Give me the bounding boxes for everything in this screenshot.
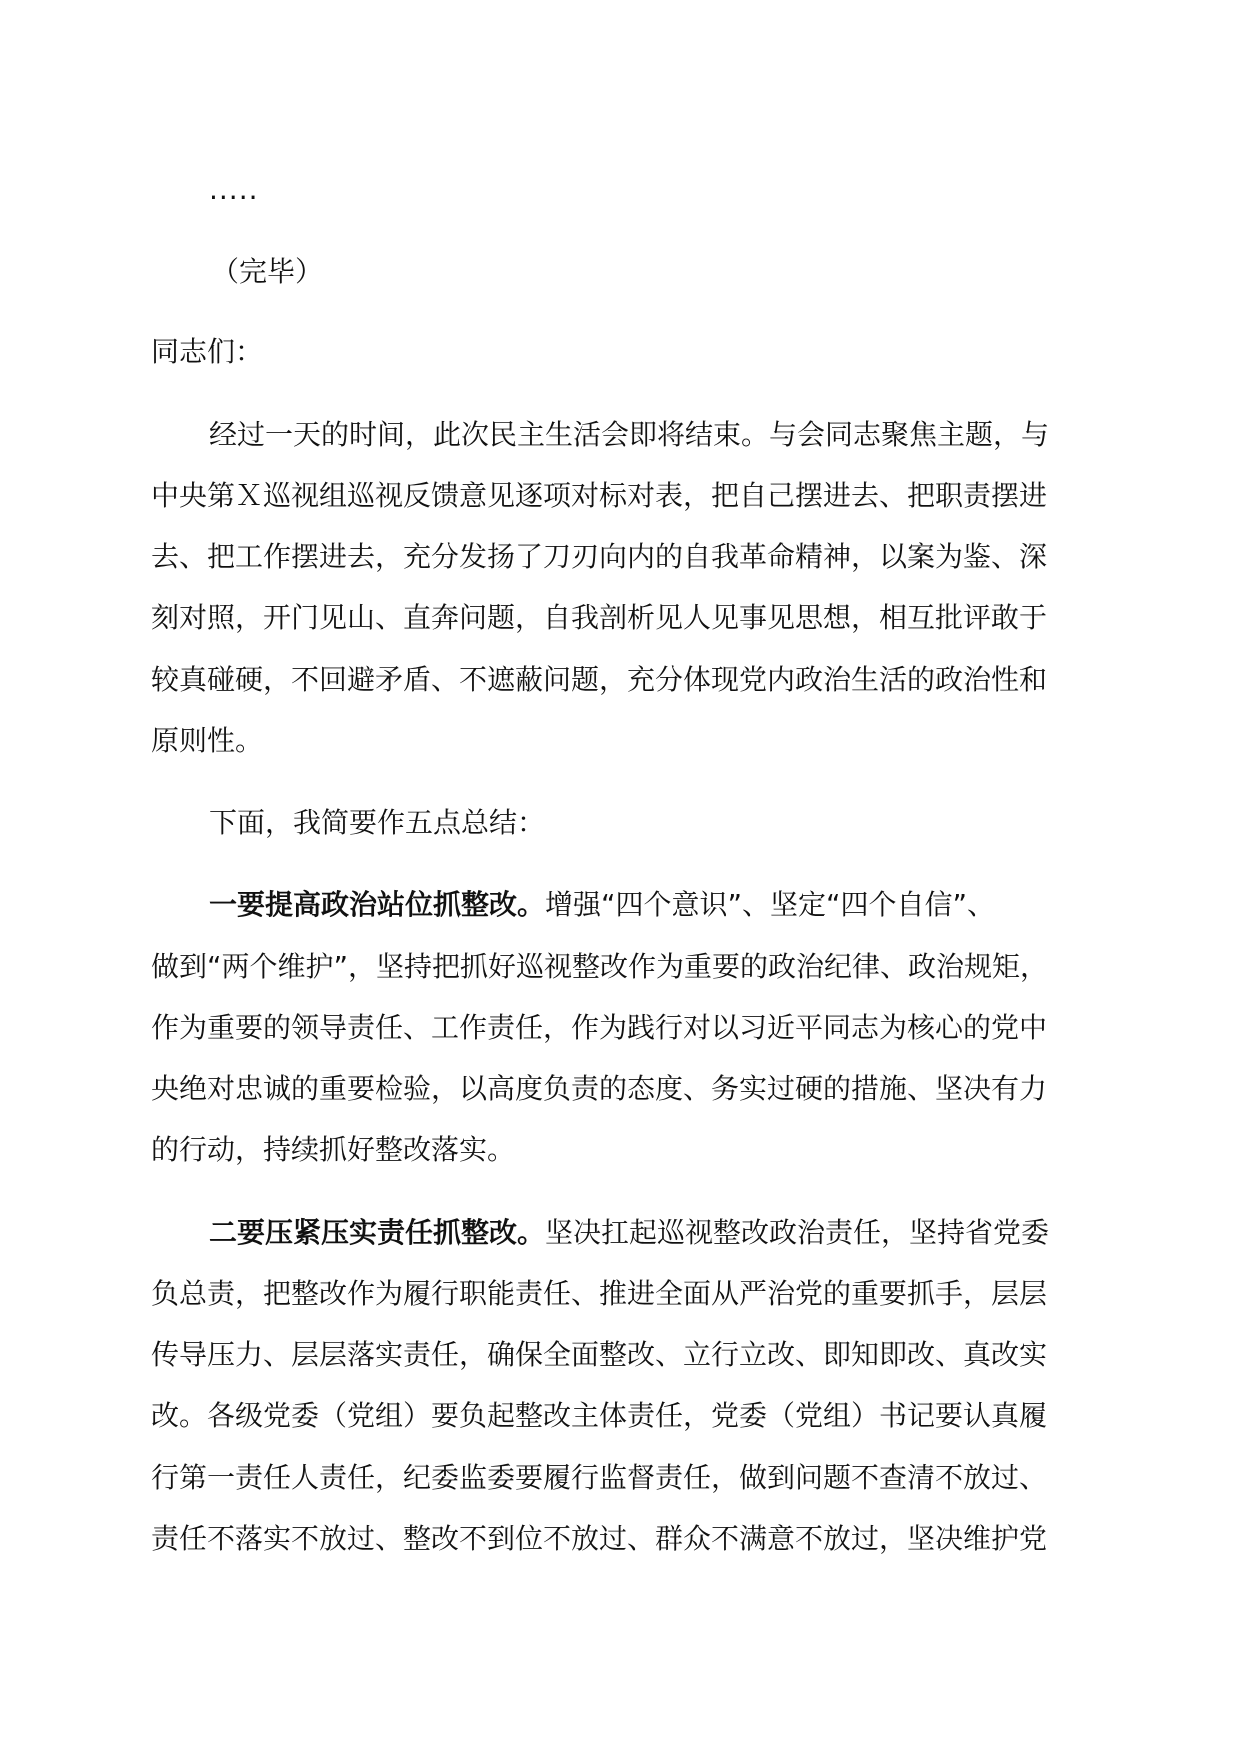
paragraph-line: 中央第Ｘ巡视组巡视反馈意见逐项对标对表，把自己摆进去、把职责摆进 [151,479,1048,512]
ellipsis-text: ..... [209,173,259,206]
paragraph-text: 增强“四个意识”、坚定“四个自信”、 [545,888,996,921]
greeting: 同志们： [151,335,264,368]
paragraph-line: 改。各级党委（党组）要负起整改主体责任，党委（党组）书记要认真履 [151,1399,1048,1432]
point-one-heading: 一要提高政治站位抓整改。 [209,888,546,921]
paragraph-line: 传导压力、层层落实责任，确保全面整改、立行立改、即知即改、真改实 [151,1338,1048,1371]
paragraph-line: 央绝对忠诚的重要检验，以高度负责的态度、务实过硬的措施、坚决有力 [151,1072,1048,1105]
paragraph-line [209,885,995,925]
summary-intro: 下面，我简要作五点总结： [209,806,546,839]
paragraph-line: 行第一责任人责任，纪委监委要履行监督责任，做到问题不查清不放过、 [151,1461,1048,1494]
paragraph-line: 刻对照，开门见山、直奔问题，自我剖析见人见事见思想，相互批评敢于 [151,601,1048,634]
paragraph-line: 去、把工作摆进去，充分发扬了刀刃向内的自我革命精神，以案为鉴、深 [151,540,1048,573]
paragraph-line: 责任不落实不放过、整改不到位不放过、群众不满意不放过，坚决维护党 [151,1522,1048,1555]
paragraph-line: 作为重要的领导责任、工作责任，作为践行对以习近平同志为核心的党中 [151,1011,1048,1044]
paragraph-line: 较真碰硬，不回避矛盾、不遮蔽问题，充分体现党内政治生活的政治性和 [151,663,1048,696]
paragraph-line: 的行动，持续抓好整改落实。 [151,1133,516,1166]
paragraph-line: 原则性。 [151,724,264,757]
end-mark: （完毕） [211,255,324,288]
paragraph-line: 做到“两个维护”，坚持把抓好巡视整改作为重要的政治纪律、政治规矩， [151,950,1049,983]
point-two-heading: 二要压紧压实责任抓整改。 [209,1216,546,1249]
paragraph-text: 坚决扛起巡视整改政治责任，坚持省党委 [545,1216,1050,1249]
paragraph-line: 经过一天的时间，此次民主生活会即将结束。与会同志聚焦主题，与 [209,418,1050,451]
paragraph-line: 负总责，把整改作为履行职能责任、推进全面从严治党的重要抓手，层层 [151,1277,1048,1310]
paragraph-line [209,1213,1049,1253]
